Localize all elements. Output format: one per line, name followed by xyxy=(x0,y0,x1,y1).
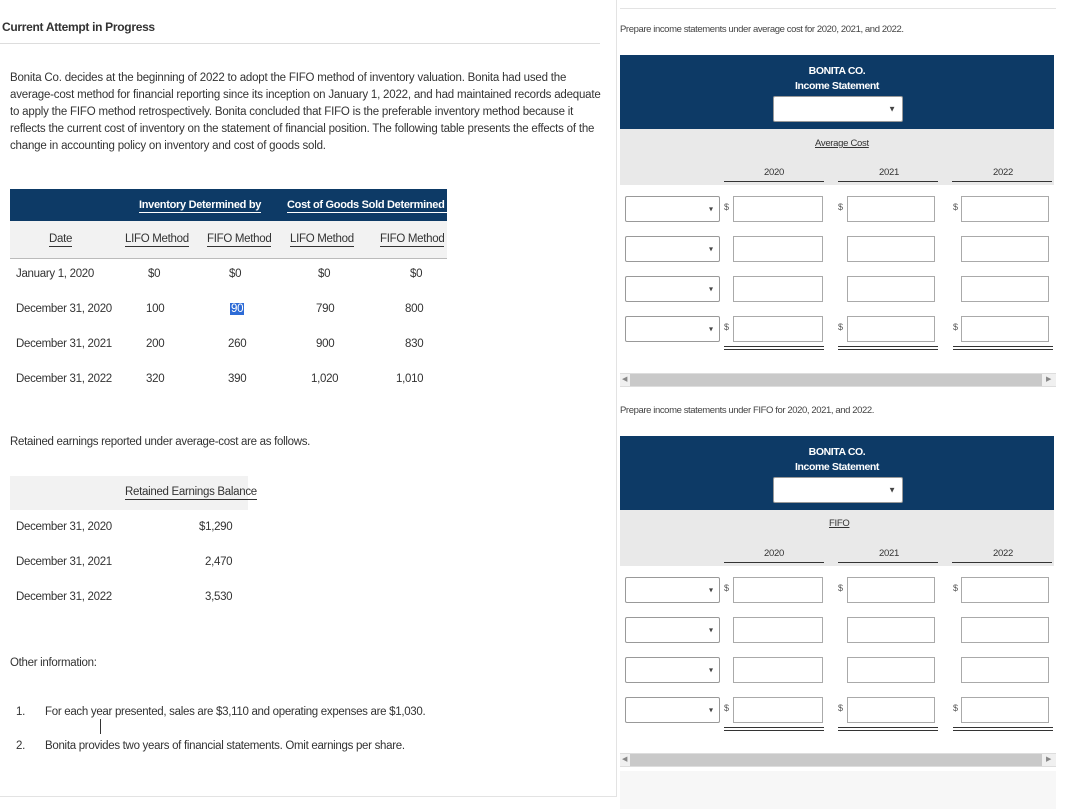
scroll-left-icon[interactable]: ◀ xyxy=(622,376,628,383)
table-cell-selected[interactable]: 90 xyxy=(231,303,244,315)
double-underline xyxy=(953,346,1053,350)
amount-input[interactable] xyxy=(733,316,823,342)
year-2020: 2020 xyxy=(764,548,784,559)
amount-input[interactable] xyxy=(961,577,1049,603)
line-item-select[interactable] xyxy=(625,316,720,342)
scroll-left-icon[interactable]: ◀ xyxy=(622,756,628,763)
amount-input[interactable] xyxy=(847,316,935,342)
scroll-right-icon[interactable]: ▶ xyxy=(1046,756,1052,763)
col-fifo-cogs: FIFO Method xyxy=(380,233,445,245)
amount-input[interactable] xyxy=(961,236,1049,262)
table-cell: 390 xyxy=(228,373,247,385)
line-item-select[interactable] xyxy=(625,196,720,222)
method-label: Average Cost xyxy=(815,138,869,149)
table-cell: 3,530 xyxy=(205,591,233,603)
company-name: BONITA CO. xyxy=(808,65,866,77)
currency-symbol: $ xyxy=(953,703,959,713)
year-2021: 2021 xyxy=(879,548,899,559)
company-name: BONITA CO. xyxy=(808,446,866,458)
panel-footer xyxy=(620,771,1056,809)
divider xyxy=(0,43,600,44)
scrollbar-thumb[interactable] xyxy=(630,374,1042,386)
chevron-down-icon: ▾ xyxy=(708,705,713,715)
double-underline xyxy=(838,727,938,731)
amount-input[interactable] xyxy=(733,577,823,603)
amount-input[interactable] xyxy=(847,617,935,643)
line-item-select[interactable] xyxy=(625,657,720,683)
table-cell: $0 xyxy=(410,268,423,280)
col-lifo-inventory: LIFO Method xyxy=(125,233,189,245)
problem-description: Bonita Co. decides at the beginning of 2022 to adopt the FIFO method of inventory valuation. Bonita had used the average-cost method for financial reporting since its inception on January 1, 2022, and had maintained records adequate to apply the FIFO method retrospectively. Bonita concluded that FIFO is the preferable inventory method because it reflects the current cost of inventory on the statement of financial position. The following table presents the effects of the change in accounting policy on inventory and cost of goods sold. xyxy=(10,72,601,152)
amount-input[interactable] xyxy=(733,196,823,222)
table-row-date: December 31, 2022 xyxy=(16,591,112,603)
table-cell: 830 xyxy=(405,338,424,350)
divider xyxy=(838,562,938,563)
amount-input[interactable] xyxy=(847,577,935,603)
currency-symbol: $ xyxy=(724,202,730,212)
year-2021: 2021 xyxy=(879,167,899,178)
amount-input[interactable] xyxy=(961,276,1049,302)
currency-symbol: $ xyxy=(838,583,844,593)
table-row-date: December 31, 2020 xyxy=(16,521,112,533)
currency-symbol: $ xyxy=(724,703,730,713)
table-row-date: December 31, 2021 xyxy=(16,338,112,350)
divider xyxy=(724,562,824,563)
group-header-cogs: Cost of Goods Sold Determined by xyxy=(287,199,460,211)
amount-input[interactable] xyxy=(847,196,935,222)
period-select[interactable] xyxy=(773,477,903,503)
currency-symbol: $ xyxy=(953,202,959,212)
amount-input[interactable] xyxy=(961,617,1049,643)
amount-input[interactable] xyxy=(733,236,823,262)
col-retained-earnings: Retained Earnings Balance xyxy=(125,486,257,498)
other-info-label: Other information: xyxy=(10,657,97,669)
amount-input[interactable] xyxy=(733,276,823,302)
currency-symbol: $ xyxy=(838,703,844,713)
divider xyxy=(724,181,824,182)
amount-input[interactable] xyxy=(961,316,1049,342)
table-cell: $0 xyxy=(318,268,331,280)
attempt-title: Current Attempt in Progress xyxy=(2,20,155,34)
method-label: FIFO xyxy=(829,518,850,529)
table-row-date: December 31, 2022 xyxy=(16,373,112,385)
line-item-select[interactable] xyxy=(625,236,720,262)
table-cell: 800 xyxy=(405,303,424,315)
line-item-select[interactable] xyxy=(625,697,720,723)
divider xyxy=(952,562,1052,563)
table-row-date: December 31, 2020 xyxy=(16,303,112,315)
currency-symbol: $ xyxy=(953,322,959,332)
currency-symbol: $ xyxy=(838,202,844,212)
double-underline xyxy=(724,727,824,731)
fifo-caption: Prepare income statements under FIFO for 2020, 2021, and 2022. xyxy=(620,405,875,416)
table-row-date: December 31, 2021 xyxy=(16,556,112,568)
divider xyxy=(838,181,938,182)
table-cell: 2,470 xyxy=(205,556,233,568)
text-cursor xyxy=(100,719,101,734)
chevron-down-icon: ▾ xyxy=(708,324,713,334)
amount-input[interactable] xyxy=(847,697,935,723)
divider xyxy=(620,8,1056,9)
retained-intro: Retained earnings reported under average-cost are as follows. xyxy=(10,436,311,448)
scrollbar-thumb[interactable] xyxy=(630,754,1042,766)
table-cell: 790 xyxy=(316,303,335,315)
table-cell: $0 xyxy=(229,268,242,280)
table-cell: $1,290 xyxy=(199,521,233,533)
table-cell: 900 xyxy=(316,338,335,350)
currency-symbol: $ xyxy=(838,322,844,332)
line-item-select[interactable] xyxy=(625,577,720,603)
chevron-down-icon: ▼ xyxy=(888,485,896,495)
table-cell: 320 xyxy=(146,373,165,385)
group-header-inventory: Inventory Determined by xyxy=(139,199,262,211)
double-underline xyxy=(953,727,1053,731)
amount-input[interactable] xyxy=(847,236,935,262)
chevron-down-icon: ▾ xyxy=(708,284,713,294)
chevron-down-icon: ▾ xyxy=(708,625,713,635)
col-date: Date xyxy=(49,233,73,245)
chevron-down-icon: ▾ xyxy=(708,204,713,214)
amount-input[interactable] xyxy=(733,697,823,723)
amount-input[interactable] xyxy=(733,657,823,683)
avg-caption: Prepare income statements under average cost for 2020, 2021, and 2022. xyxy=(620,24,904,35)
currency-symbol: $ xyxy=(953,583,959,593)
statement-title: Income Statement xyxy=(794,461,880,473)
period-select[interactable] xyxy=(773,96,903,122)
divider xyxy=(952,181,1052,182)
col-lifo-cogs: LIFO Method xyxy=(290,233,354,245)
note-text: For each year presented, sales are $3,110 and operating expenses are $1,030. xyxy=(45,706,426,718)
table-cell: 260 xyxy=(228,338,247,350)
currency-symbol: $ xyxy=(724,322,730,332)
year-2020: 2020 xyxy=(764,167,784,178)
table-cell: 1,010 xyxy=(396,373,424,385)
chevron-down-icon: ▼ xyxy=(888,104,896,114)
amount-input[interactable] xyxy=(961,196,1049,222)
chevron-down-icon: ▾ xyxy=(708,585,713,595)
amount-input[interactable] xyxy=(847,657,935,683)
table-cell: $0 xyxy=(148,268,161,280)
line-item-select[interactable] xyxy=(625,276,720,302)
scroll-right-icon[interactable]: ▶ xyxy=(1046,376,1052,383)
amount-input[interactable] xyxy=(961,697,1049,723)
note-number: 1. xyxy=(16,706,25,718)
statement-title: Income Statement xyxy=(794,80,880,92)
amount-input[interactable] xyxy=(847,276,935,302)
table-cell: 1,020 xyxy=(311,373,339,385)
amount-input[interactable] xyxy=(733,617,823,643)
note-number: 2. xyxy=(16,740,25,752)
double-underline xyxy=(838,346,938,350)
table-row-date: January 1, 2020 xyxy=(16,268,94,280)
line-item-select[interactable] xyxy=(625,617,720,643)
year-2022: 2022 xyxy=(993,548,1013,559)
year-2022: 2022 xyxy=(993,167,1013,178)
currency-symbol: $ xyxy=(724,583,730,593)
chevron-down-icon: ▾ xyxy=(708,244,713,254)
amount-input[interactable] xyxy=(961,657,1049,683)
chevron-down-icon: ▾ xyxy=(708,665,713,675)
table-cell: 100 xyxy=(146,303,165,315)
note-text: Bonita provides two years of financial statements. Omit earnings per share. xyxy=(45,740,405,752)
double-underline xyxy=(724,346,824,350)
table-cell: 200 xyxy=(146,338,165,350)
col-fifo-inventory: FIFO Method xyxy=(207,233,272,245)
